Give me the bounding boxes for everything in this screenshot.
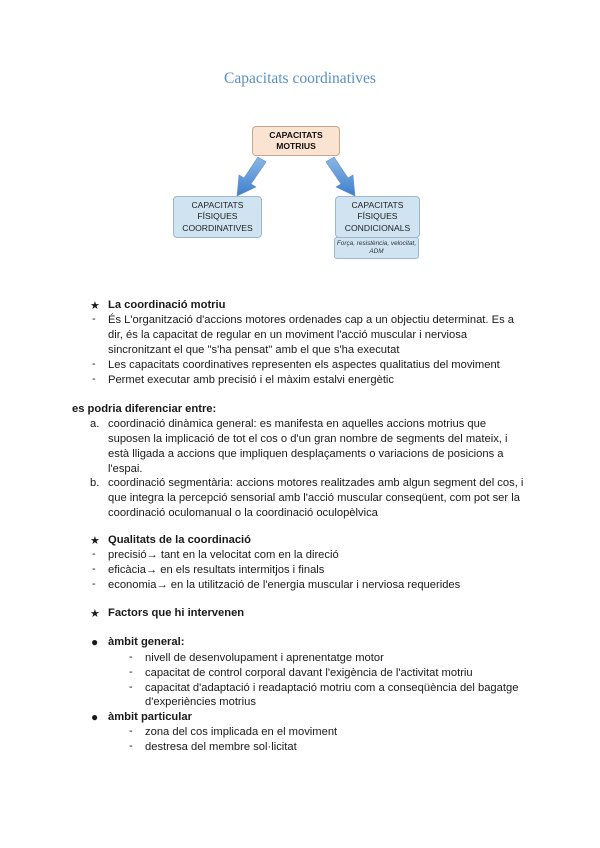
box-top-line2: MOTRIUS [276, 141, 316, 151]
dash-bullet-icon: - [129, 740, 133, 752]
box-right-line2: FÍSIQUES [357, 211, 398, 222]
box-right-line3: CONDICIONALS [344, 222, 411, 233]
dot-bullet-icon: ● [91, 710, 99, 724]
paragraph-line: precisió→ tant en la velocitat com en la direció [108, 549, 339, 561]
star-bullet-icon: ★ [90, 300, 100, 312]
paragraph-line: Les capacitats coordinatives representen els aspectes qualitatius del moviment [108, 359, 500, 371]
paragraph-line: l'espai. [108, 463, 143, 475]
paragraph-line: eficàcia→ en els resultats intermitjos i finals [108, 564, 325, 576]
box-sub-line2: ADM [369, 248, 384, 255]
paragraph-line: economia→ en la utilització de l'energia muscular i nerviosa requerides [108, 579, 461, 591]
list-item: nivell de desenvolupament i aprenentatge motor [145, 652, 384, 664]
dash-bullet-icon: - [92, 563, 96, 575]
paragraph-line: està lligada a accions que impliquen desplaçaments o variacions de posicions a [108, 448, 504, 460]
paragraph-line: dir, és la capacitat de regular en un moviment l'acció muscular i nerviosa [108, 329, 468, 341]
box-right-line1: CAPACITATS [351, 199, 404, 210]
dash-bullet-icon: - [129, 681, 133, 693]
box-sub-line1: Força, resistència, velocitat, [336, 240, 417, 247]
section-heading: Qualitats de la coordinació [108, 534, 251, 546]
box-capacitats-motrius [252, 126, 340, 156]
paragraph-line: És L'organització d'accions motores ordenades cap a un objectiu determinat. Es a [108, 314, 515, 326]
list-item: zona del cos implicada en el moviment [145, 726, 338, 738]
dash-bullet-icon: - [92, 358, 96, 370]
list-label: a. [90, 418, 100, 430]
list-item: destresa del membre sol·licitat [145, 741, 297, 753]
dash-bullet-icon: - [129, 651, 133, 663]
section-heading: Factors que hi intervenen [108, 607, 245, 619]
list-item: d'experiències motrius [145, 696, 256, 708]
paragraph-line: coordinació segmentària: accions motores realitzades amb algun segment del cos, i [108, 477, 524, 489]
star-bullet-icon: ★ [90, 535, 100, 547]
subsection-heading: àmbit general: [108, 636, 185, 648]
box-coordinatives [173, 196, 262, 238]
list-item: capacitat de control corporal davant l'exigència de l'activitat motriu [145, 667, 473, 679]
paragraph-line: Permet executar amb precisió i el màxim estalvi energètic [108, 374, 395, 386]
subsection-heading: es podria diferenciar entre: [72, 403, 217, 415]
paragraph-line: coordinació oculomanual o la coordinació oculopèlvica [108, 507, 378, 519]
box-left-line3: COORDINATIVES [182, 222, 253, 233]
paragraph-line: coordinació dinàmica general: es manifesta en aquelles accions motrius que [108, 418, 487, 430]
section-heading: La coordinació motriu [108, 299, 226, 311]
page-title: Capacitats coordinatives [224, 70, 376, 87]
dash-bullet-icon: - [92, 578, 96, 590]
star-bullet-icon: ★ [90, 608, 100, 620]
dot-bullet-icon: ● [91, 635, 99, 649]
paragraph-line: suposen la implicació de tot el cos o d'un gran nombre de segments del mateix, i [108, 433, 508, 445]
dash-bullet-icon: - [129, 666, 133, 678]
subsection-heading: àmbit particular [108, 711, 192, 723]
dash-bullet-icon: - [92, 313, 96, 325]
box-left-line1: CAPACITATS [191, 199, 244, 210]
paragraph-line: que integra la percepció sensorial amb l'acció muscular conseqüent, com pot ser la [108, 492, 520, 504]
dash-bullet-icon: - [129, 725, 133, 737]
box-top-line1: CAPACITATS [269, 129, 323, 140]
box-left-line2: FÍSIQUES [197, 211, 238, 222]
list-label: b. [90, 477, 100, 489]
dash-bullet-icon: - [92, 548, 96, 560]
arrow-right [326, 157, 355, 196]
box-condicionals [335, 196, 420, 238]
list-item: capacitat d'adaptació i readaptació motriu com a conseqüència del bagatge [145, 682, 519, 694]
dash-bullet-icon: - [92, 373, 96, 385]
arrow-left [237, 157, 266, 196]
paragraph-line: sincronitzant el que "s'ha pensat" amb el que s'ha executat [108, 344, 400, 356]
box-condicionals-detail [334, 237, 419, 259]
